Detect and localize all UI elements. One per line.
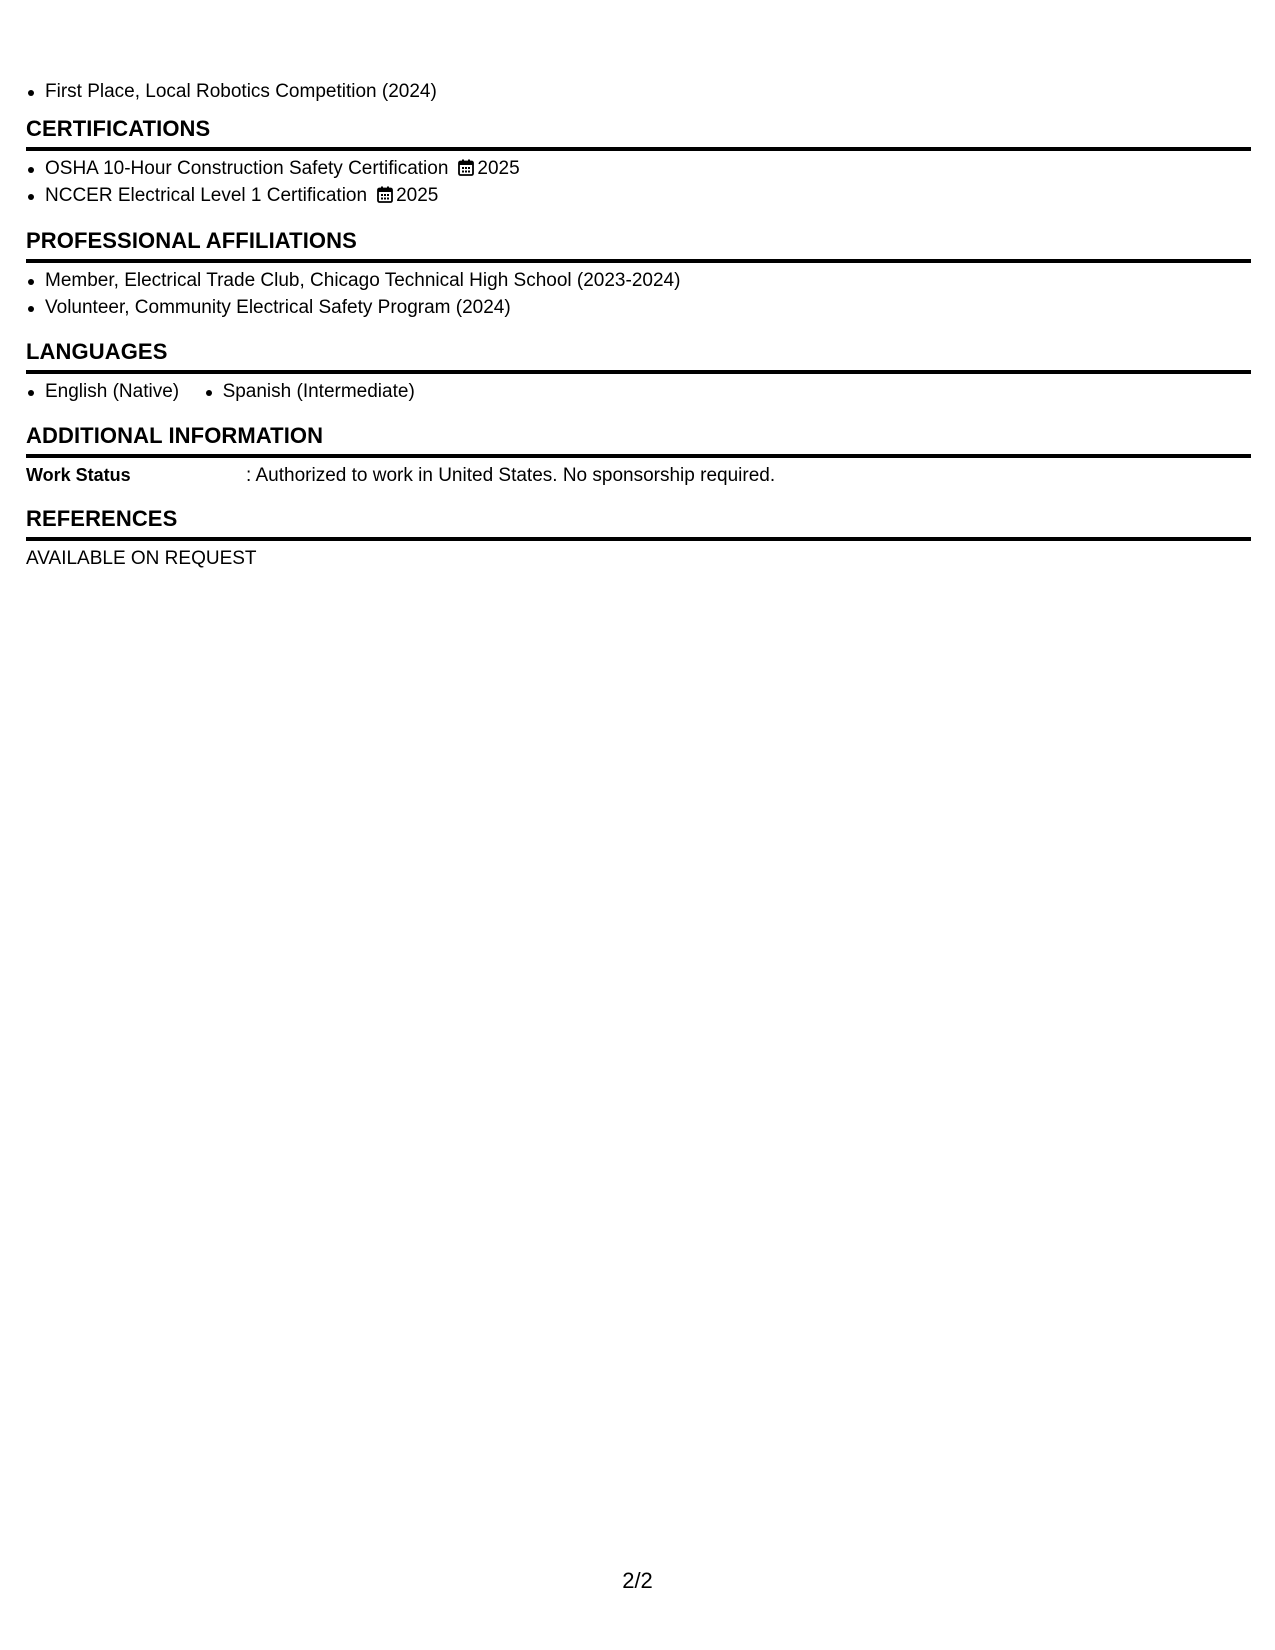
list-item: Member, Electrical Trade Club, Chicago Technical High School (2023-2024): [26, 267, 1251, 294]
list-item: [26, 182, 1251, 209]
work-status-value: : Authorized to work in United States. No sponsorship required.: [246, 465, 776, 486]
awards-list: [26, 78, 437, 105]
additional-information-section: [26, 423, 1251, 489]
certification-year: 2025: [477, 158, 520, 179]
calendar-icon: [458, 159, 474, 176]
certifications-list: [26, 155, 1251, 209]
work-status-label: Work Status: [26, 465, 131, 485]
affiliations-section: [26, 228, 1251, 321]
certifications-section: [26, 116, 1251, 209]
certification-name: OSHA 10-Hour Construction Safety Certification: [45, 158, 449, 179]
list-item: First Place, Local Robotics Competition (2024): [26, 78, 437, 105]
certification-name: NCCER Electrical Level 1 Certification: [45, 185, 368, 206]
section-title: REFERENCES: [26, 506, 1251, 541]
languages-list: [26, 378, 1251, 405]
affiliations-list: [26, 267, 1251, 321]
work-status-row: [26, 462, 1251, 489]
list-item: English (Native): [26, 378, 179, 405]
list-item: Spanish (Intermediate): [204, 378, 415, 405]
section-title: ADDITIONAL INFORMATION: [26, 423, 1251, 458]
list-item: [26, 155, 1251, 182]
page-number: 2/2: [622, 1568, 653, 1593]
certification-year: 2025: [396, 185, 439, 206]
references-text: AVAILABLE ON REQUEST: [26, 548, 257, 569]
section-title: PROFESSIONAL AFFILIATIONS: [26, 228, 1251, 263]
section-title: LANGUAGES: [26, 339, 1251, 374]
list-item: Volunteer, Community Electrical Safety Program (2024): [26, 294, 1251, 321]
calendar-icon: [377, 186, 393, 203]
languages-section: [26, 339, 1251, 405]
section-title: CERTIFICATIONS: [26, 116, 1251, 151]
references-section: [26, 506, 1251, 572]
